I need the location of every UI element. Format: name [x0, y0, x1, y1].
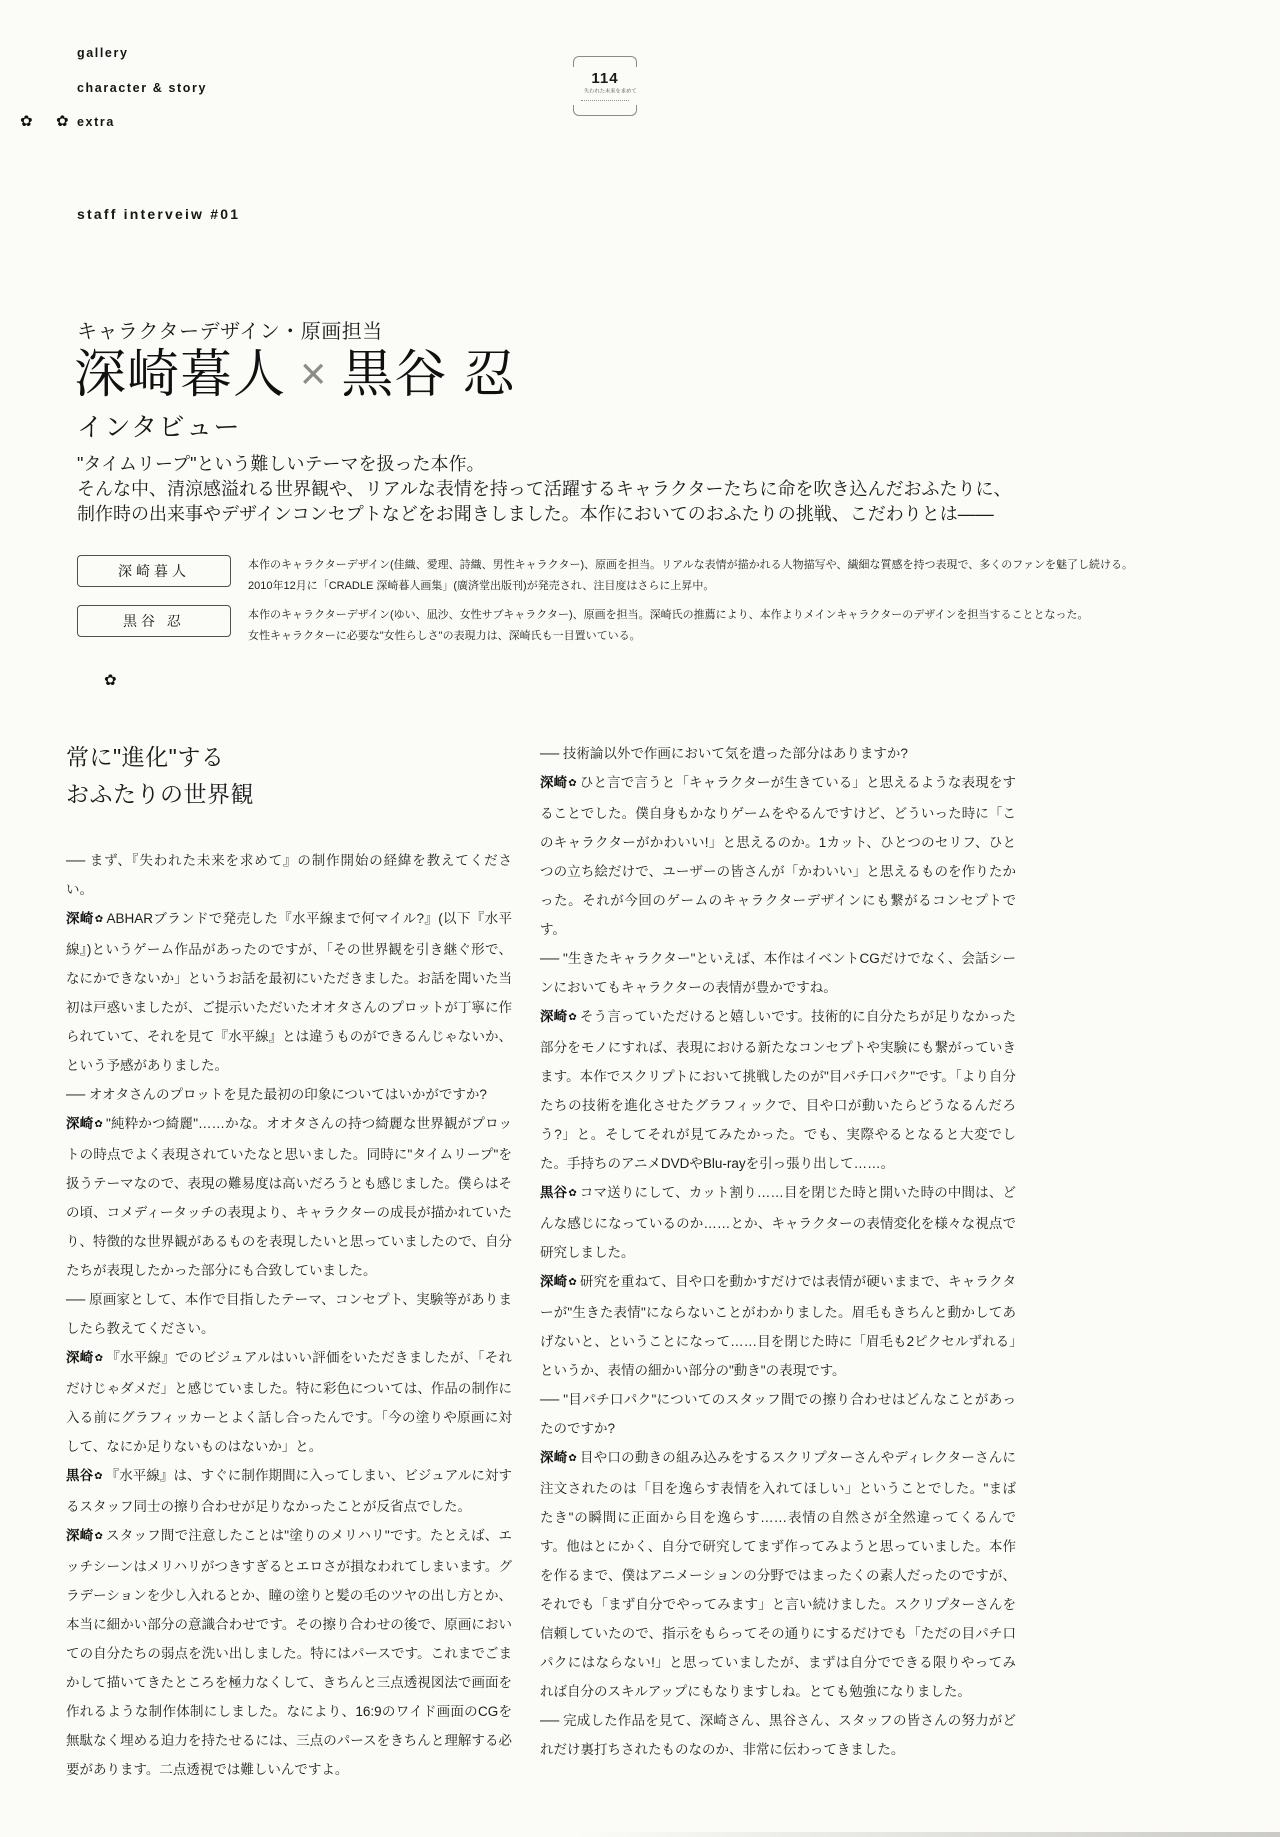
page-title	[74, 346, 516, 404]
nav-item-gallery: gallery	[77, 46, 129, 60]
dotted-rule	[581, 100, 629, 101]
interview-answer: 黒谷✿ 『水平線』は、すぐに制作期間に入ってしまい、ビジュアルに対するスタッフ同士の擦り合わせが足りなかったことが反省点でした。	[66, 1468, 512, 1514]
interview-answer: 深崎✿ 目や口の動きの組み込みをするスクリプターさんやディレクターさんに注文されたのは「目を逸らす表情を入れてほしい」ということでした。"まばたき"の瞬間に正面から目を逸らす……表情の自然さが全然違ってくるんです。他はとにかく、自分で研究してまず作ってみようと思っていました。本作を作るまで、僕はアニメーションの分野ではまったくの素人だったのですが、それでも「まず自分でやってみます」と言い続けました。スクリプターさんを信頼していたので、指示をもらってその通りにするだけでも「ただの目パチ口パクにはならない!」と思っていましたが、まずは自分でできる限りやってみれば自分のスキルアップにもなりますしね。とても勉強になりました。	[540, 1450, 1016, 1699]
section-label: staff interveiw #01	[77, 206, 241, 222]
flower-icon: ✿	[104, 672, 117, 689]
profile-desc-line: 本作のキャラクターデザイン(ゆい、凪沙、女性サブキャラクター)、原画を担当。深崎氏の推薦により、本作よりメインキャラクターのデザインを担当することとなった。	[248, 609, 1089, 621]
interview-question: ── まず、『失われた未来を求めて』の制作開始の経緯を教えてください。	[66, 853, 512, 897]
interview-answer: 深崎✿ スタッフ間で注意したことは"塗りのメリハリ"です。たとえば、エッチシーンはメリハリがつきすぎるとエロさが損なわれてしまいます。グラデーションを少し入れるとか、瞳の塗りと髪の毛のツヤの出し方とか、本当に細かい部分の意識合わせです。その擦り合わせの後で、原画においての自分たちの弱点を洗い出しました。特にはパースです。これまでごまかして描いてきたところを極力なくして、きちんと三点透視図法で画面を作れるような制作体制にしました。なにより、16:9のワイド画面のCGを無駄なく埋める迫力を持たせるには、三点のパースをきちんと理解する必要があります。二点透視では難しいんですよ。	[66, 1528, 512, 1777]
interview-answer: 深崎✿ ひと言で言うと「キャラクターが生きている」と思えるような表現をすることでした。僕自身もかなりゲームをやるんですけど、どういった時に「このキャラクターがかわいい!」と思えるのか。1カット、ひとつのセリフ、ひとつの立ち絵だけで、ユーザーの皆さんが「かわいい」と思えるものを作りたかった。それが今回のゲームのキャラクターデザインにも繋がるコンセプトです。	[540, 775, 1017, 937]
profile-name-box: 深崎暮人	[77, 555, 231, 587]
page-number-badge	[573, 56, 637, 116]
name-fukasaki: 深崎暮人	[74, 346, 287, 404]
interview-answer: 深崎✿ "純粋かつ綺麗"……かな。オオタさんの持つ綺麗な世界観がプロットの時点でよく表現されていたなと思いました。同時に"タイムリープ"を扱うテーマなので、表現の難易度は高いだろうとも感じました。僕らはその頃、コメディータッチの表現より、キャラクターの成長が描かれていたり、特徴的な世界観があるものを表現したいと思っていましたので、自分たちが表現したかった部分にも合致していました。	[66, 1116, 512, 1278]
interview-question: ── 原画家として、本作で目指したテーマ、コンセプト、実験等がありましたら教えてください。	[66, 1292, 512, 1336]
page-caption: 失われた未来を求めて	[583, 87, 637, 94]
profile-description	[248, 605, 1088, 647]
interview-question: ── オオタさんのプロットを見た最初の印象についてはいかがですか?	[66, 1087, 487, 1102]
speaker-name: 深崎	[540, 1009, 568, 1024]
speaker-name: 黒谷	[540, 1185, 568, 1200]
flower-icon: ✿	[56, 113, 69, 130]
article-heading-line: おふたりの世界観	[66, 781, 254, 807]
interview-answer: 深崎✿ 研究を重ねて、目や口を動かすだけでは表情が硬いままで、キャラクターが"生きた表情"にならないことがわかりました。眉毛もきちんと動かしてあげないと、ということになって……目を閉じた時に「眉毛も2ピクセルずれる」というか、表情の細かい部分の"動き"の表現です。	[540, 1274, 1017, 1378]
profile-description	[248, 555, 1133, 597]
flower-icon: ✿	[568, 778, 577, 789]
interview-answer: 深崎✿ ABHARブランドで発売した『水平線まで何マイル?』(以下『水平線』)というゲーム作品があったのですが、「その世界観を引き継ぐ形で、なにかできないか」というお話を最初にいただきました。お話を聞いた当初は戸惑いましたが、ご提示いただいたオオタさんのプロットが丁寧に作られていて、それを見て『水平線』とは違うものができるんじゃないか、という予感がありました。	[66, 911, 513, 1073]
flower-icon: ✿	[94, 1471, 103, 1482]
speaker-name: 深崎	[66, 1528, 94, 1543]
flower-icon: ✿	[568, 1277, 577, 1288]
interview-question: ── "生きたキャラクター"といえば、本作はイベントCGだけでなく、会話シーンにおいてもキャラクターの表情が豊かですね。	[540, 951, 1016, 995]
intro-line: そんな中、清涼感溢れる世界観や、リアルな表情を持って活躍するキャラクターたちに命を吹き込んだおふたりに、	[77, 479, 1012, 499]
flower-icon: ✿	[94, 1531, 104, 1542]
speaker-name: 深崎	[540, 1450, 568, 1465]
x-separator: ×	[300, 348, 328, 399]
speaker-name: 深崎	[540, 775, 568, 790]
intro-line: "タイムリープ"という難しいテーマを扱った本作。	[77, 454, 485, 474]
interview-question: ── "目パチ口パク"についてのスタッフ間での擦り合わせはどんなことがあったのですか?	[540, 1392, 1016, 1436]
title-subtitle: インタビュー	[77, 412, 241, 443]
profile-desc-line: 2010年12月に「CRADLE 深崎暮人画集」(廣済堂出版刊)が発売され、注目度はさらに上昇中。	[248, 580, 715, 592]
title-role: キャラクターデザイン・原画担当	[77, 321, 383, 343]
right-column	[540, 739, 1016, 1764]
intro-paragraph	[77, 452, 1012, 527]
speaker-name: 深崎	[66, 911, 94, 926]
article-heading	[66, 739, 254, 813]
profile-desc-line: 女性キャラクターに必要な"女性らしさ"の表現力は、深崎氏も一目置いている。	[248, 630, 641, 642]
flower-icon: ✿	[94, 1119, 103, 1130]
title-block	[74, 315, 516, 444]
speaker-name: 深崎	[540, 1274, 568, 1289]
flower-icon: ✿	[568, 1012, 577, 1023]
nav-item-character-story: character & story	[77, 81, 208, 95]
interview-question: ── 技術論以外で作画において気を遣った部分はありますか?	[540, 746, 908, 761]
interview-answer: 黒谷✿ コマ送りにして、カット割り……目を閉じた時と開いた時の中間は、どんな感じになっているのか……とか、キャラクターの表情変化を様々な視点で研究しました。	[540, 1185, 1016, 1260]
speaker-name: 黒谷	[66, 1468, 94, 1483]
page-edge-shadow	[0, 1832, 1280, 1837]
profile-desc-line: 本作のキャラクターデザイン(佳織、愛理、詩織、男性キャラクター)、原画を担当。リアルな表情が描かれる人物描写や、繊細な質感を持つ表現で、多くのファンを魅了し続ける。	[248, 559, 1134, 571]
flower-icon: ✿	[568, 1188, 577, 1199]
speaker-name: 深崎	[66, 1350, 94, 1365]
profile-name-box: 黒谷 忍	[77, 605, 231, 637]
flower-icon: ✿	[20, 113, 33, 130]
profiles	[77, 555, 1237, 655]
profile-row-fukasaki	[77, 555, 1237, 597]
interview-answer: 深崎✿ そう言っていただけると嬉しいです。技術的に自分たちが足りなかった部分をモノにすれば、表現における新たなコンセプトや実験にも繋がっていきます。本作でスクリプトにおいて挑戦したのが"目パチ口パク"です。「より自分たちの技術を進化させたグラフィックで、目や口が動いたらどうなるんだろう?」と。そしてそれが見てみたかった。でも、実際やるとなると大変でした。手持ちのアニメDVDやBlu-rayを引っ張り出して……。	[540, 1009, 1016, 1171]
intro-line: 制作時の出来事やデザインコンセプトなどをお聞きしました。本作においてのおふたりの挑戦、こだわりとは――	[77, 504, 994, 524]
flower-icon: ✿	[94, 1353, 104, 1364]
flower-icon: ✿	[94, 914, 104, 925]
interview-answer: 深崎✿ 『水平線』でのビジュアルはいい評価をいただきましたが、「それだけじゃダメだ」と感じていました。特に彩色については、作品の制作に入る前にグラフィッカーとよく話し合ったんです。「今の塗りや原画に対して、なにか足りないものはないか」と。	[66, 1350, 512, 1454]
interview-question: ── 完成した作品を見て、深崎さん、黒谷さん、スタッフの皆さんの努力がどれだけ裏打ちされたものなのか、非常に伝わってきました。	[540, 1713, 1016, 1757]
bracket-top	[573, 56, 637, 67]
flower-icon: ✿	[568, 1453, 578, 1464]
bracket-bottom	[573, 105, 637, 116]
nav-item-extra: extra	[77, 115, 115, 129]
article-heading-line: 常に"進化"する	[66, 744, 225, 770]
left-column	[66, 846, 512, 1784]
page-number: 114	[591, 70, 619, 87]
profile-row-kurotani	[77, 605, 1237, 647]
name-kurotani: 黒谷 忍	[341, 346, 516, 404]
speaker-name: 深崎	[66, 1116, 94, 1131]
